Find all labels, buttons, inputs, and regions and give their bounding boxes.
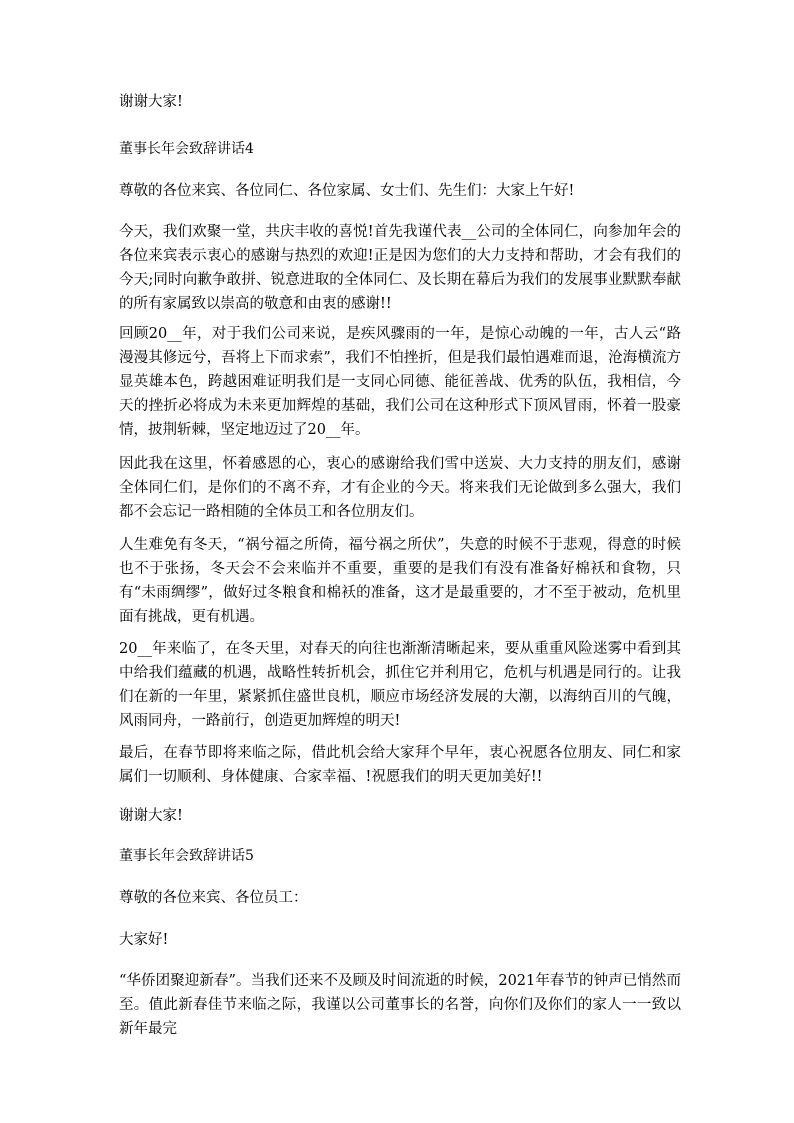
- paragraph-opening: 今天，我们欢聚一堂，共庆丰收的喜悦!首先我谨代表__公司的全体同仁，向参加年会的各位来宾表示衷心的感谢与热烈的欢迎!正是因为您们的大力支持和帮助，才会有我们的今天;同时向歉争敢拼、锐意进取的全体同仁、及长期在幕后为我们的发展事业默默奉献的所有家属致以崇高的敬意和由衷的感谢!!: [119, 224, 681, 312]
- paragraph-spring: 20__年来临了，在冬天里，对春天的向往也渐渐清晰起来，要从重重风险迷雾中看到其中给我们蕴藏的机遇，战略性转折机会，抓住它并利用它，危机与机遇是同行的。让我们在新的一年里，紧紧抓住盛世良机，顺应市场经济发展的大潮，以海纳百川的气魄，风雨同舟，一路前行，创造更加辉煌的明天!: [119, 641, 681, 729]
- paragraph-review: 回顾20__年，对于我们公司来说，是疾风骤雨的一年，是惊心动魄的一年，古人云“路漫漫其修远兮，吾将上下而求索”，我们不怕挫折，但是我们最怕遇难而退，沧海横流方显英雄本色，跨越困难证明我们是一支同心同德、能征善战、优秀的队伍，我相信，今天的挫折必将成为未来更加辉煌的基础，我们公司在这种形式下顶风冒雨，怀着一股豪情，披荆斩棘，坚定地迈过了20__年。: [119, 326, 681, 438]
- hello-paragraph: 大家好!: [119, 932, 169, 948]
- section-title-5: 董事长年会致辞讲话5: [119, 848, 254, 864]
- paragraph-winter: 人生难免有冬天，“祸兮福之所倚，福兮祸之所伏”，失意的时候不于悲观，得意的时候也不于张扬，冬天会不会来临并不重要，重要的是我们有没有准备好棉袄和食物，只有“未雨绸缪”，做好过冬粮食和棉袄的准备，这才是最重要的，才不至于被动，危机里面有挑战，更有机遇。: [119, 537, 681, 625]
- paragraph-new-year: “华侨团聚迎新春”。当我们还来不及顾及时间流逝的时候，2021年春节的钟声已悄然而至。值此新春佳节来临之际，我谨以公司董事长的名誉，向你们及你们的家人一一致以新年最完: [119, 973, 681, 1037]
- paragraph-closing: 最后，在春节即将来临之际，借此机会给大家拜个早年，衷心祝愿各位朋友、同仁和家属们一切顺利、身体健康、合家幸福、!祝愿我们的明天更加美好!!: [119, 745, 681, 785]
- closing-thanks: 谢谢大家!: [119, 94, 183, 110]
- closing-thanks-2: 谢谢大家!: [119, 808, 183, 824]
- section-title-4: 董事长年会致辞讲话4: [119, 141, 254, 157]
- greeting-paragraph-2: 尊敬的各位来宾、各位员工：: [119, 890, 308, 906]
- greeting-paragraph: 尊敬的各位来宾、各位同仁、各位家属、女士们、先生们：大家上午好!: [119, 183, 575, 199]
- paragraph-gratitude: 因此我在这里，怀着感恩的心，衷心的感谢给我们雪中送炭、大力支持的朋友们，感谢全体同仁们，是你们的不离不弃，才有企业的今天。将来我们无论做到多么强大，我们都不会忘记一路相随的全体员工和各位朋友们。: [119, 456, 681, 520]
